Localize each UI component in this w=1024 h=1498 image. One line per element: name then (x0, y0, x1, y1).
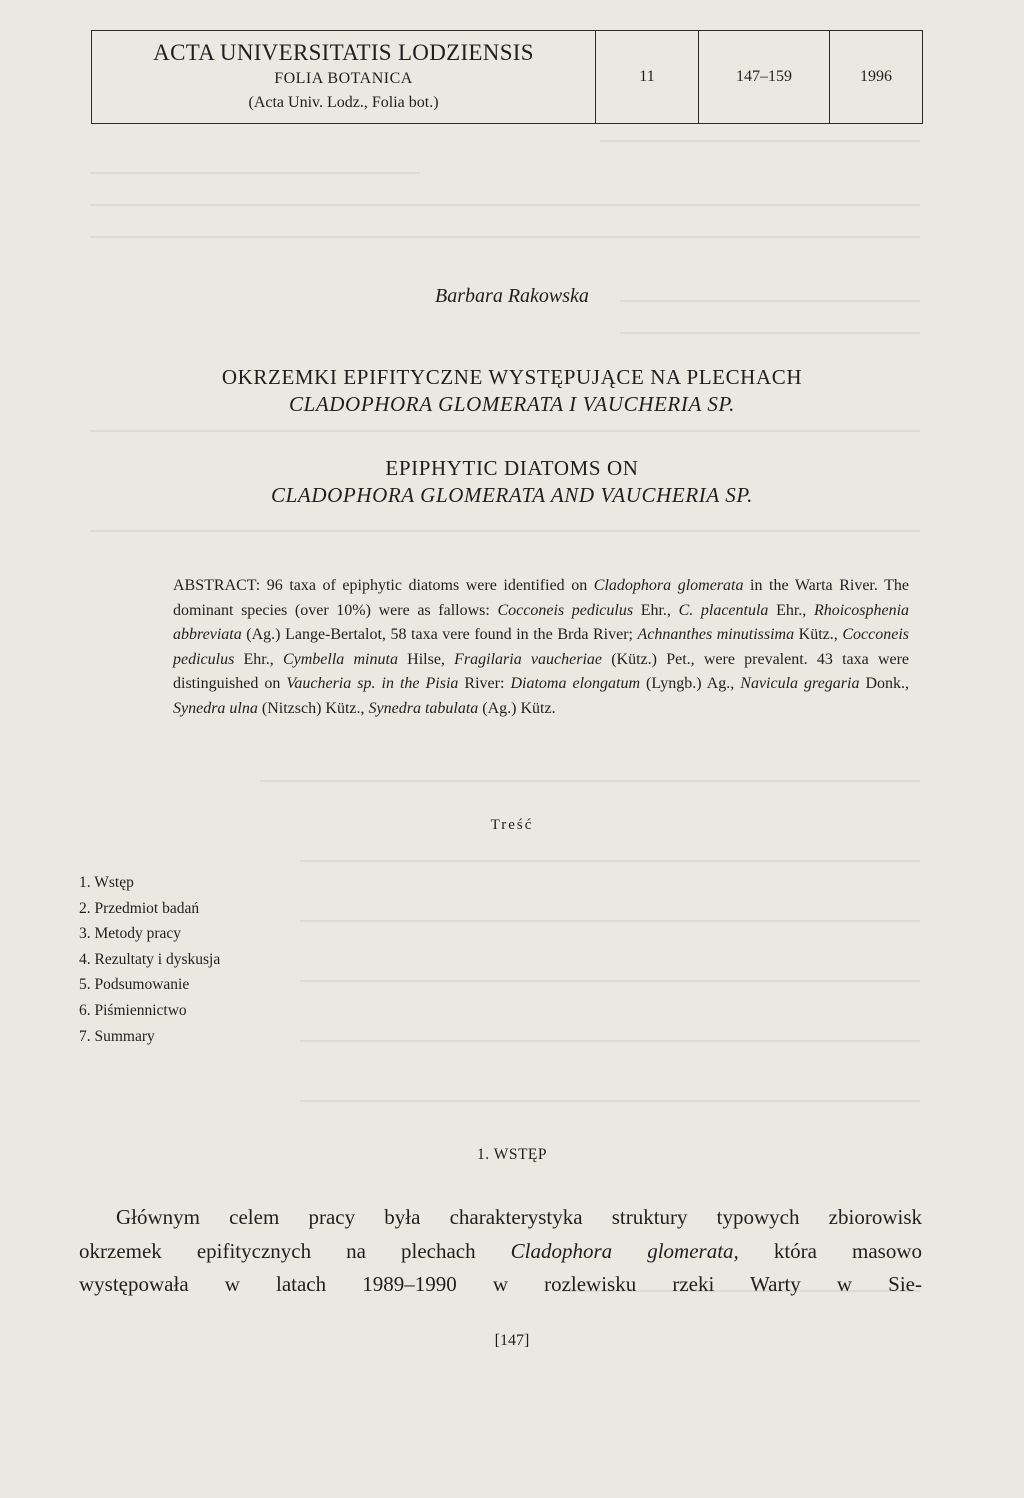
title-polish-line1: OKRZEMKI EPIFITYCZNE WYSTĘPUJĄCE NA PLECHACH (221, 365, 803, 389)
title-polish-line2: CLADOPHORA GLOMERATA I VAUCHERIA SP. (288, 392, 736, 416)
toc-item: 2. Przedmiot badań (79, 899, 200, 917)
toc-item: 1. Wstęp (79, 874, 134, 891)
volume-cell: 11 (596, 31, 699, 123)
title-english-line2: CLADOPHORA GLOMERATA AND VAUCHERIA SP. (271, 483, 753, 507)
journal-title-cell (92, 31, 596, 123)
author-name: Barbara Rakowska (435, 285, 589, 307)
section-heading: 1. WSTĘP (476, 1146, 548, 1163)
toc-item: 3. Metody pracy (79, 925, 182, 943)
page-number: [147] (494, 1332, 530, 1349)
journal-name: ACTA UNIVERSITATIS LODZIENSIS (153, 40, 534, 65)
journal-abbreviation: (Acta Univ. Lodz., Folia bot.) (248, 94, 439, 111)
body-line: Głównym celem pracy była charakterystyka struktury typowych zbiorowisk (116, 1205, 922, 1229)
year-cell: 1996 (860, 68, 892, 85)
toc-item: 7. Summary (79, 1027, 155, 1045)
title-english-line1: EPIPHYTIC DIATOMS ON (385, 456, 639, 480)
body-line: występowała w latach 1989–1990 w rozlewisku rzeki Warty w Sie- (79, 1272, 922, 1296)
toc-heading: Treść (490, 817, 534, 833)
journal-series: FOLIA BOTANICA (274, 70, 413, 87)
body-line: okrzemek epifitycznych na plechach Cladophora glomerata, która masowo (79, 1238, 922, 1263)
toc-item: 4. Rezultaty i dyskusja (79, 950, 221, 968)
introduction-paragraph (79, 1201, 922, 1302)
abstract-paragraph: ABSTRACT: 96 taxa of epiphytic diatoms were identified on Cladophora glomerata in the Warta River. The dominant species (over 10%) were as fallows: Cocconeis pediculus Ehr., C. placentula Ehr., Rhoicosphenia abbreviata (Ag.) Lange-Bertalot, 58 taxa vere found in the Brda River; Achnanthes minutissima Kütz., Cocconeis pediculus Ehr., Cymbella minuta Hilse, Fragilaria vaucheriae (Kütz.) Pet., were prevalent. 43 taxa were distinguished on Vaucheria sp. in the Pisia River: Diatoma elongatum (Lyngb.) Ag., Navicula gregaria Donk., Synedra ulna (Nitzsch) Kütz., Synedra tabulata (Ag.) Kütz. (173, 577, 910, 717)
pages-cell: 147–159 (699, 31, 830, 123)
toc-item: 6. Piśmiennictwo (79, 1001, 187, 1019)
journal-header-box (91, 30, 923, 124)
table-of-contents (79, 870, 220, 1049)
toc-item: 5. Podsumowanie (79, 976, 190, 994)
